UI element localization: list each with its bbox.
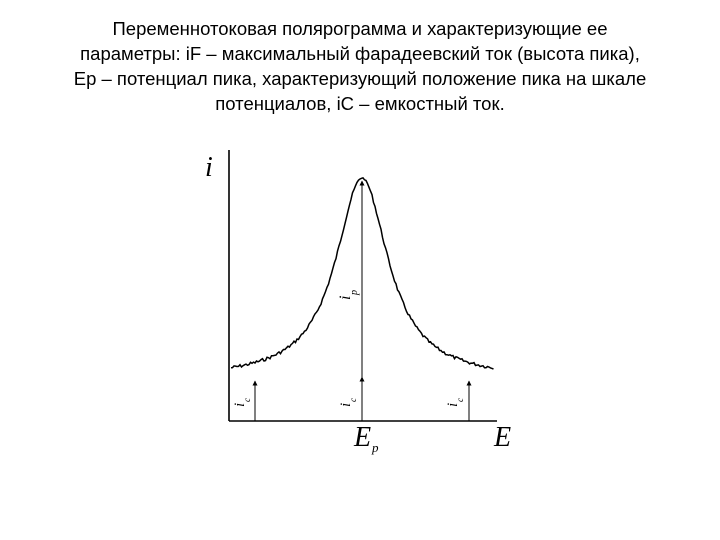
capacitive-current-label-left (232, 398, 252, 407)
peak-current-label (337, 290, 360, 300)
caption-line-2: параметры: iF – максимальный фарадеевский ток (высота пика), (80, 43, 640, 64)
peak-current-label-sub: p (349, 290, 360, 295)
caption-line-1: Переменнотоковая полярограмма и характеризующие ее (112, 18, 608, 39)
peak-potential-label-main: E (354, 422, 372, 453)
peak-current-label-main: i (337, 295, 354, 300)
capacitive-current-label-right (445, 398, 465, 407)
capacitive-current-label-center-main: i (338, 402, 354, 407)
capacitive-current-label-right-main: i (445, 402, 461, 407)
peak-potential-label-sub: p (372, 440, 379, 455)
peak-potential-label (353, 422, 379, 455)
caption-line-3: Ep – потенциал пика, характеризующий положение пика на шкале (73, 68, 647, 89)
capacitive-current-label-center-sub: c (348, 398, 358, 402)
y-axis-label: i (205, 152, 213, 183)
capacitive-current-label-center (338, 398, 358, 407)
capacitive-current-label-left-main: i (232, 402, 248, 407)
capacitive-current-label-left-sub: c (242, 398, 252, 402)
caption-line-4: потенциалов, iC – емкостный ток. (215, 93, 505, 114)
x-axis-label: E (494, 422, 512, 453)
capacitive-current-label-right-sub: c (455, 398, 465, 402)
